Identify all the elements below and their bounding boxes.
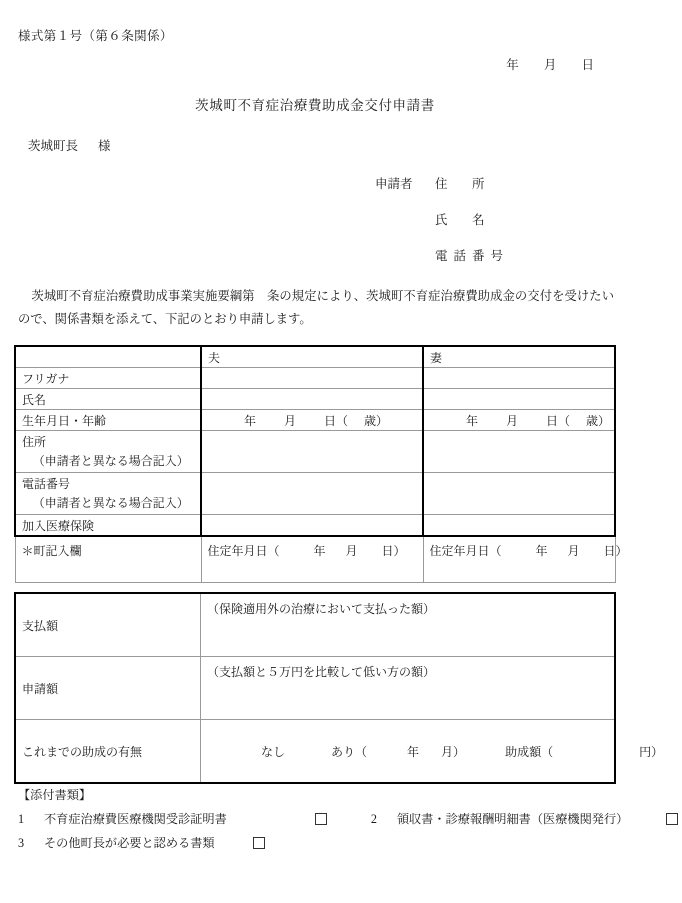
town-husband-prefix: 住定年月日（ — [207, 544, 280, 559]
phone-husband-field[interactable] — [201, 473, 423, 515]
history-amount-label: 助成額（ — [505, 744, 554, 759]
name-husband-field[interactable] — [201, 389, 423, 410]
payment-amount-field[interactable]: （保険適用外の治療において支払った額） — [201, 593, 616, 657]
date-day-label: 日 — [581, 58, 594, 72]
address-wife-field[interactable] — [423, 431, 615, 473]
address-label-note: （申請者と異なる場合記入） — [32, 453, 189, 468]
table-header-row — [15, 346, 615, 368]
applicant-address-row — [375, 174, 509, 210]
attachment-2-checkbox[interactable] — [666, 813, 678, 825]
attachment-item-row-2 — [18, 832, 682, 856]
attachment-3-label: その他町長が必要と認める書類 — [44, 835, 215, 850]
town-wife-day: 日） — [603, 544, 628, 559]
birth-husband-day: 日（ — [324, 413, 349, 428]
town-husband-day: 日） — [381, 544, 406, 559]
attachment-3-number: 3 — [18, 835, 25, 850]
birthdate-husband-field[interactable] — [201, 410, 423, 431]
subsidy-history-row — [15, 720, 615, 784]
row-label-request-amount: 申請額 — [15, 657, 201, 720]
birth-husband-age: 歳） — [364, 413, 389, 428]
history-year: 年 — [407, 744, 420, 759]
town-wife-year: 年 — [535, 544, 548, 559]
history-currency: 円） — [639, 744, 664, 759]
option-yes[interactable]: あり（ — [331, 744, 368, 759]
header-wife-cell: 妻 — [423, 346, 615, 368]
town-use-row — [15, 536, 615, 583]
town-husband-year: 年 — [313, 544, 326, 559]
applicant-name-row — [375, 210, 509, 246]
town-husband-field[interactable] — [201, 536, 423, 583]
applicant-phone-label: 電話番号 — [435, 249, 510, 263]
attachment-1-label: 不育症治療費医療機関受診証明書 — [44, 811, 227, 826]
addressee-honorific: 様 — [98, 139, 111, 153]
applicant-address-label: 住 所 — [435, 177, 491, 191]
birth-husband-year: 年 — [244, 413, 257, 428]
phone-wife-field[interactable] — [423, 473, 615, 515]
table-row — [15, 410, 615, 431]
header-husband-cell: 夫 — [201, 346, 423, 368]
date-entry-line — [506, 55, 594, 73]
applicant-name-label: 氏 名 — [435, 213, 491, 227]
table-row — [15, 593, 615, 657]
birth-wife-day: 日（ — [546, 413, 571, 428]
row-label-furigana: フリガナ — [15, 368, 201, 389]
body-paragraph-line2: 関係書類を添えて、下記のとおり申請します。 — [54, 311, 312, 326]
insurance-wife-field[interactable] — [423, 515, 615, 537]
attachment-3-checkbox[interactable] — [253, 837, 265, 849]
history-month: 月） — [441, 744, 466, 759]
attachment-2-label: 領収書・診療報酬明細書（医療機関発行） — [396, 811, 629, 826]
table-row — [15, 368, 615, 389]
attachment-2-number: 2 — [370, 811, 377, 826]
addressee — [28, 136, 111, 154]
attachments-section — [18, 784, 682, 855]
phone-label-note: （申請者と異なる場合記入） — [32, 495, 189, 510]
address-husband-field[interactable] — [201, 431, 423, 473]
subsidy-history-field[interactable] — [201, 720, 664, 784]
date-year-label: 年 — [506, 58, 519, 72]
birth-husband-month: 月 — [284, 413, 297, 428]
row-label-payment-amount: 支払額 — [15, 593, 201, 657]
form-number: 様式第１号（第６条関係） — [18, 29, 173, 43]
attachments-heading: 【添付書類】 — [18, 788, 92, 802]
date-month-label: 月 — [543, 58, 557, 72]
body-paragraph — [18, 285, 614, 330]
applicant-lead-label: 申請者 — [375, 177, 413, 191]
body-paragraph-line1: 茨城町不育症治療費助成事業実施要綱第 条の規定により、茨城町不育症治療費助成金の交付を受けたいので、 — [18, 289, 614, 326]
birth-wife-year: 年 — [466, 413, 479, 428]
birth-wife-age: 歳） — [586, 413, 611, 428]
attachment-1-checkbox[interactable] — [315, 813, 327, 825]
row-label-phone — [15, 473, 201, 515]
town-wife-field[interactable] — [423, 536, 628, 583]
row-label-birthdate-age: 生年月日・年齢 — [15, 410, 201, 431]
row-label-town-use: ＊町記入欄 — [15, 536, 201, 583]
town-wife-month: 月 — [567, 544, 580, 559]
phone-label-main: 電話番号 — [22, 477, 71, 492]
birth-wife-month: 月 — [506, 413, 519, 428]
table-row — [15, 431, 615, 473]
applicant-block — [375, 174, 509, 282]
birthdate-wife-field[interactable] — [423, 410, 615, 431]
furigana-wife-field[interactable] — [423, 368, 615, 389]
applicant-phone-row — [375, 246, 509, 282]
option-none[interactable]: なし — [261, 744, 286, 759]
name-wife-field[interactable] — [423, 389, 615, 410]
insurance-husband-field[interactable] — [201, 515, 423, 537]
amounts-table — [14, 592, 664, 784]
attachment-item-row-1 — [18, 808, 682, 832]
table-row — [15, 389, 615, 410]
table-row — [15, 473, 615, 515]
couple-information-table — [14, 345, 628, 583]
row-label-health-insurance: 加入医療保険 — [15, 515, 201, 537]
attachment-1-number: 1 — [18, 811, 25, 826]
furigana-husband-field[interactable] — [201, 368, 423, 389]
addressee-name: 茨城町長 — [28, 139, 79, 153]
town-husband-month: 月 — [345, 544, 358, 559]
town-wife-prefix: 住定年月日（ — [429, 544, 502, 559]
row-label-address — [15, 431, 201, 473]
row-label-name: 氏名 — [15, 389, 201, 410]
header-blank-cell — [15, 346, 201, 368]
table-row — [15, 515, 615, 537]
request-amount-field[interactable]: （支払額と５万円を比較して低い方の額） — [201, 657, 616, 720]
address-label-main: 住所 — [22, 435, 47, 449]
table-row — [15, 657, 615, 720]
page-title: 茨城町不育症治療費助成金交付申請書 — [195, 98, 435, 113]
row-label-subsidy-history: これまでの助成の有無 — [15, 720, 201, 784]
